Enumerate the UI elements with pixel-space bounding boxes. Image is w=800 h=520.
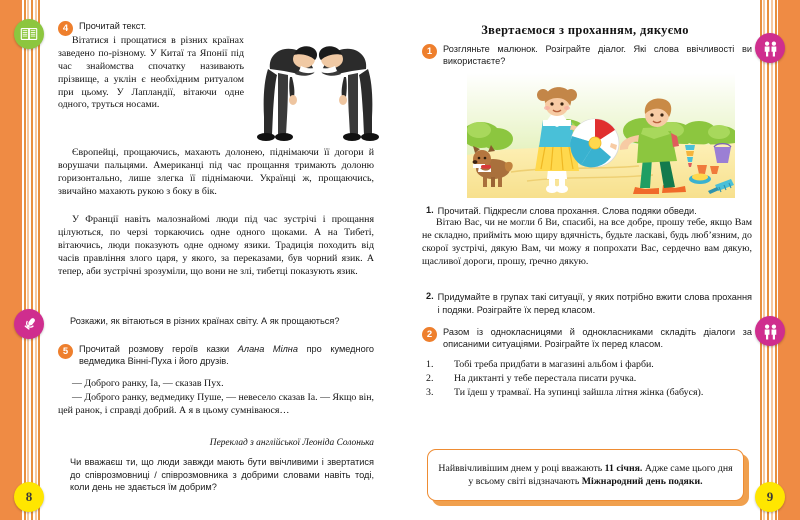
exercise-5-author: Алана Мілна <box>237 344 298 354</box>
list-item-number: 1. <box>426 359 434 370</box>
exercise-1-subtask-1 <box>426 205 752 218</box>
exercise-2-situations-list <box>426 359 750 401</box>
folio-right <box>755 482 785 512</box>
list-item-text: Тобі треба придбати в магазині альбом і фарби. <box>454 359 654 370</box>
fact-box-text <box>438 462 733 488</box>
exercise-1-subtask-2-text: Придумайте в групах такі ситуації, у яких потрібно вжити слова прохання і подяки. Розіграйте їх перед класом. <box>437 292 752 315</box>
exercise-5-number: 5 <box>58 344 73 359</box>
left-stripe-1 <box>24 0 26 520</box>
folio-left <box>14 482 44 512</box>
exercise-2-number: 2 <box>422 327 437 342</box>
page-left <box>40 0 390 520</box>
exercise-1-number: 1 <box>422 44 437 59</box>
fact-line-3-bold: Міжнародний день подяки. <box>581 476 703 487</box>
exercise-1-polite-phrases: Вітаю Вас, чи не могли б Ви, спасибі, на все добре, прошу тебе, якщо Вам не складно, прийміть мою щиру вдячність, будьте ласкаві, будь люб’язним, до скорої зустрічі, дякую Вам, чи можу я попрохати Вас, сердечно вам дякую, щасливої дороги, прошу, ґречно дякую. <box>422 217 752 267</box>
folio-right-number: 9 <box>766 489 774 504</box>
page-title: Звертаємося з проханням, дякуємо <box>481 23 689 37</box>
list-item <box>426 359 750 372</box>
exercise-4-paragraph-1: Вітатися і прощатися в різних країнах заведено по-різному. У Китаї та Японії під час знайомства спочатку називають прізвище, а уклін є необхідним ритуалом при цьому. У Лапландії, вітаючи одне одного, труться носами. <box>58 35 244 111</box>
beach-scene-svg <box>467 73 735 198</box>
pair-work-icon-glyph <box>761 40 780 57</box>
fact-line-1a: Найввічливішим днем у році вважають <box>438 462 605 474</box>
book-icon-glyph <box>20 27 38 41</box>
fact-line-1-bold: 11 січня. <box>604 462 643 474</box>
list-item <box>426 386 750 400</box>
microphone-icon-glyph <box>20 315 39 334</box>
right-stripe-2 <box>763 0 765 520</box>
right-margin-band <box>778 0 800 520</box>
microphone-icon <box>14 309 44 339</box>
children-playing-beach-ball-illustration <box>467 73 735 198</box>
list-item-text: На диктанті у тебе перестала писати ручка. <box>454 372 637 384</box>
exercise-5-dialogue-line-2: — Доброго ранку, ведмедику Пуше, — невесело сказав Іа. — Якщо він, цей ранок, і справді добрий. А я в цьому сумніваюся… <box>58 392 374 416</box>
bowing-men-svg <box>244 25 392 150</box>
exercise-2-header <box>422 326 752 351</box>
left-stripe-2 <box>27 0 29 520</box>
folio-left-number: 8 <box>25 489 33 504</box>
exercise-5-instruction-a: Прочитай розмову героїв казки <box>79 344 238 354</box>
two-men-bowing-photo <box>244 25 392 150</box>
exercise-4-speaking-task: Розкажи, як вітаються в різних країнах світу. А як прощаються? <box>70 316 340 326</box>
list-item <box>426 372 750 386</box>
exercise-1-subtask-2-number: 2. <box>426 291 434 301</box>
left-stripe-4 <box>35 0 37 520</box>
right-stripe-5 <box>775 0 777 520</box>
right-stripe-3 <box>767 0 769 520</box>
beach-ball <box>570 119 619 167</box>
right-stripe-4 <box>771 0 773 520</box>
exercise-5-dialogue-line-1: — Доброго ранку, Іа, — сказав Пух. <box>72 378 224 389</box>
exercise-5-translation-credit: Переклад з англійської Леоніда Солонька <box>209 438 374 448</box>
list-item-number: 2. <box>426 372 434 384</box>
exercise-5-question: Чи вважаєш ти, що люди завжди мають бути ввічливими і звертатися до співрозмовниці / співрозмовника з добрими словами навіть тоді, коли день не здається їм добрим? <box>70 457 374 493</box>
left-stripe-3 <box>31 0 33 520</box>
exercise-1-subtask-2 <box>426 291 752 316</box>
page-right <box>410 0 758 520</box>
exercise-1-subtask-1-number: 1. <box>426 205 434 215</box>
exercise-4-number: 4 <box>58 21 73 36</box>
exercise-1-header <box>422 43 752 68</box>
exercise-4-instruction: Прочитай текст. <box>79 21 147 31</box>
pair-work-icon-glyph <box>761 323 780 340</box>
book-icon <box>14 19 44 49</box>
pair-work-icon <box>755 316 785 346</box>
exercise-4-paragraph-2: Європейці, прощаючись, махають долонею, піднімаючи її догори й ворушачи пальцями. Американці під час прощання тримають долоню горизонтально, лише злегка її піднімаючи. Українці ж, прощаючись, звичайно махають рукою з боку в бік. <box>58 147 374 197</box>
pair-work-icon <box>755 33 785 63</box>
exercise-1-subtask-1-text: Прочитай. Підкресли слова прохання. Слова подяки обведи. <box>437 206 697 216</box>
fact-line-2: Адже саме цього дня у всьому світі відзначають <box>468 462 733 487</box>
fact-box <box>427 449 744 501</box>
left-margin-band <box>0 0 22 520</box>
fact-box-inner <box>427 449 744 501</box>
exercise-1-instruction: Розгляньте малюнок. Розіграйте діалог. Які слова ввічливості ви використаєте? <box>443 44 752 67</box>
man-right <box>319 46 379 141</box>
man-left <box>257 46 317 141</box>
exercise-2-instruction: Разом із однокласницями й однокласниками складіть діалоги за описаними ситуаціями. Розіграйте їх перед класом. <box>443 327 752 350</box>
right-stripe-1 <box>760 0 762 520</box>
list-item-number: 3. <box>426 386 434 398</box>
exercise-5-instruction <box>79 343 374 368</box>
list-item-text: Ти їдеш у трамваї. На зупинці зайшла літня жінка (бабуся). <box>454 386 704 398</box>
exercise-5-header <box>58 343 374 368</box>
exercise-5-instruction-b: про кумедного ведмедика Вінні-Пуха і його друзів. <box>79 344 374 367</box>
exercise-4-paragraph-3: У Франції навіть малознайомі люди під час зустрічі і прощання цілуються, по черзі торкаючись одне одного щоками. А на Тибеті, вітаючись, люди показують одне одному язики. Традиція походить від часів правління злого царя, у якого, за переказами, був чорний язик. А тепер, аби зустрічні зрозуміли, що вони не злі, тибетці показують язик. <box>58 214 374 277</box>
